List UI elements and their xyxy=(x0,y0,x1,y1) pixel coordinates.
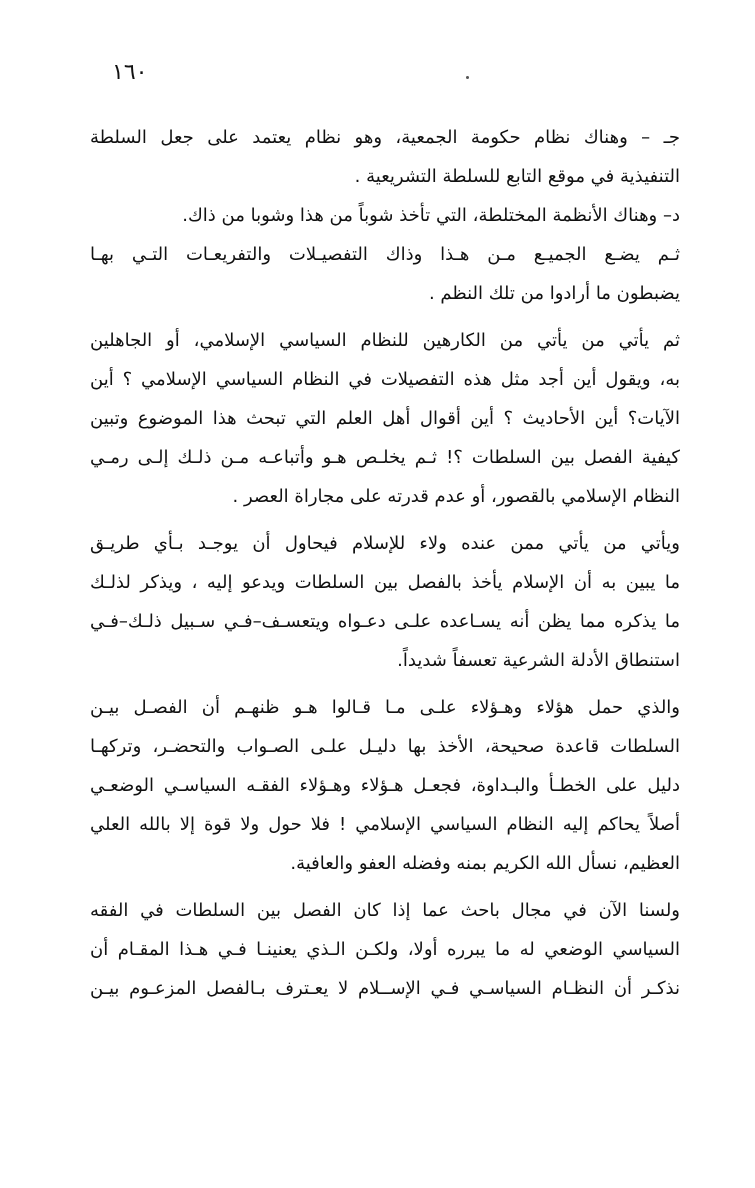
text-line: ما يذكره مما يظن أنه يسـاعده علـى دعـواه ويتعسـف–فـي سـبيل ذلـك–فـي xyxy=(90,611,680,632)
text-line: به، ويقول أين أجد مثل هذه التفصيلات في النظام السياسي الإسلامي ؟ أين xyxy=(90,369,680,390)
text-line: الآيات؟ أين الأحاديث ؟ أين أقوال أهل العلم التي تبحث هذا الموضوع وتبين xyxy=(90,408,680,429)
paragraph xyxy=(90,524,680,680)
paragraph xyxy=(90,688,680,883)
text-line: النظام الإسلامي بالقصور، أو عدم قدرته على مجاراة العصر . xyxy=(232,486,680,507)
paragraph xyxy=(90,118,680,196)
text-line: جـ – وهناك نظام حكومة الجمعية، وهو نظام يعتمد على جعل السلطة xyxy=(90,127,680,148)
paragraph xyxy=(90,235,680,313)
text-line: العظيم، نسأل الله الكريم بمنه وفضله العفو والعافية. xyxy=(290,853,680,874)
text-line: ويأتي من يأتي ممن عنده ولاء للإسلام فيحاول أن يوجـد بـأي طريـق xyxy=(90,533,680,554)
text-line: يضبطون ما أرادوا من تلك النظم . xyxy=(428,283,680,304)
text-line: ما يبين به أن الإسلام يأخذ بالفصل بين السلطات ويدعو إليه ، ويذكر لذلـك xyxy=(90,572,680,593)
text-line: السياسي الوضعي له ما يبرره أولا، ولكـن الـذي يعنينـا فـي هـذا المقـام أن xyxy=(90,939,680,960)
text-line: ثـم يضـع الجميـع مـن هـذا وذاك التفصيـلات والتفريعـات التـي بهـا xyxy=(90,244,680,265)
body-text xyxy=(90,118,680,1008)
paragraph xyxy=(90,321,680,516)
text-line: ولسنا الآن في مجال باحث عما إذا كان الفصل بين السلطات في الفقه xyxy=(90,900,680,921)
paragraph xyxy=(90,891,680,1008)
scan-speck xyxy=(466,76,469,79)
text-line: كيفية الفصل بين السلطات ؟! ثـم يخلـص هـو وأتباعـه مـن ذلـك إلـى رمـي xyxy=(90,447,680,468)
text-line: ثم يأتي من يأتي من الكارهين للنظام السياسي الإسلامي، أو الجاهلين xyxy=(90,330,680,351)
text-line: نذكـر أن النظـام السياسـي فـي الإســلام لا يعـترف بـالفصل المزعـوم بيـن xyxy=(90,978,680,999)
text-line: السلطات قاعدة صحيحة، الأخذ بها دليـل علـى الصـواب والتحضـر، وتركهـا xyxy=(90,736,680,757)
page-number: ١٦٠ xyxy=(112,60,148,85)
text-line: دليل على الخطـأ والبـداوة، فجعـل هـؤلاء وهـؤلاء الفقـه السياسـي الوضعـي xyxy=(90,775,680,796)
text-line: التنفيذية في موقع التابع للسلطة التشريعية . xyxy=(354,166,680,187)
text-line: د– وهناك الأنظمة المختلطة، التي تأخذ شوباً من هذا وشوبا من ذاك. xyxy=(182,205,680,226)
paragraph xyxy=(90,196,680,235)
text-line: استنطاق الأدلة الشرعية تعسفاً شديداً. xyxy=(397,650,680,671)
text-line: والذي حمل هؤلاء وهـؤلاء علـى مـا قـالوا هـو ظنهـم أن الفصـل بيـن xyxy=(90,697,680,718)
text-line: أصلاً يحاكم إليه النظام السياسي الإسلامي ! فلا حول ولا قوة إلا بالله العلي xyxy=(90,814,680,835)
